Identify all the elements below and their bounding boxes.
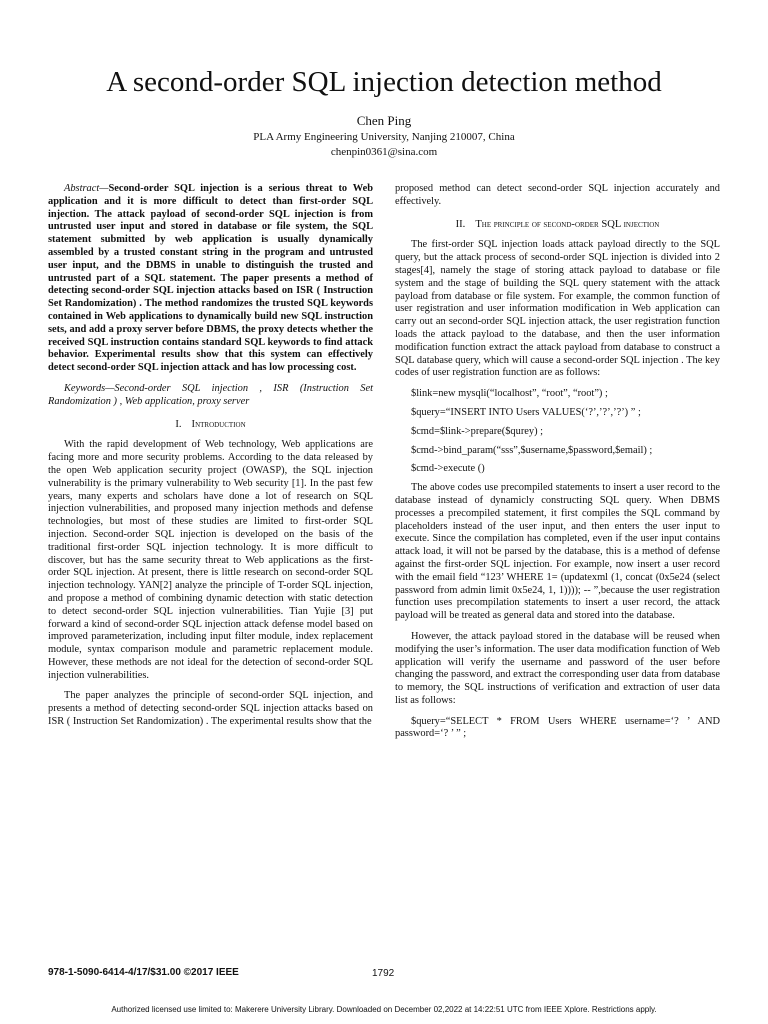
keywords: Keywords—Second-order SQL injection , ISR (Instruction Set Randomization ) , Web application, proxy server [48, 382, 373, 407]
abstract-lead: Abstract— [64, 183, 109, 194]
section-title: The principle of second-order SQL injection [475, 218, 660, 230]
section-number: II. [455, 218, 466, 230]
code-line: $query=“INSERT INTO Users VALUES(‘?’,’?’,’?’) ” ; [411, 406, 641, 418]
abstract-body: Second-order SQL injection is a serious threat to Web application and it is more difficult to detect than first-order SQL injection. The attack payload of second-order SQL injection is from untrusted user input and stored in database or file system, the SQL statement submitted by web application is usually dynamically assembled by a trusted constant string in the program and untrusted user input, and the DBMS in unable to distinguish the trusted and untrusted part of a SQL statement. The paper presents a method of detecting second-order SQL injection attacks based on ISR ( Instruction Set Randomization) . The method randomizes the trusted SQL keywords contained in Web applications to dynamically build new SQL instruction sets, and add a proxy server before DBMS, the proxy detects whether the received SQL instruction contains standard SQL keywords to find attack behavior. Experimental results show that this system can effectively detect second-order SQL injection attack and has low processing cost. [48, 183, 373, 374]
license-notice: Authorized licensed use limited to: Makerere University Library. Downloaded on December 02,2022 at 14:22:51 UTC from IEEE Xplore. Restrictions apply. [111, 1005, 657, 1014]
author-name: Chen Ping [356, 113, 412, 128]
section-heading-introduction [48, 419, 373, 432]
paper-title: A second-order SQL injection detection method [106, 66, 662, 98]
code-line: $cmd->execute () [411, 463, 485, 475]
author-email[interactable]: chenpin0361@sina.com [330, 146, 438, 158]
left-column [48, 183, 373, 737]
intro-paragraph-2: The paper analyzes the principle of second-order SQL injection, and presents a method of detecting second-order SQL injection attacks based on ISR ( Instruction Set Randomization) . The experimental results show that the [48, 690, 373, 728]
principle-paragraph-2: The above codes use precompiled statements to insert a user record to the database instead of dynamicly constructing SQL query. When DBMS processes a precompiled statement, it first compiles the SQL command by placeholders instead of the user input, and then enters the user input to execute. Since the compilation has completed, even if the user input contains attack load, it will not be parsed by the database, this is a method of defense against the first-order SQL injection. For example, now insert a user record with the email field “123’ WHERE 1= (updatexml (1, concat (0x5e24 (select password from admin limit 0x5e24, 1, 1)))); -- ”,because the user registration function uses precompilation statements to insert a user record, the attack payload will be treated as general data and stored into the database. [395, 482, 720, 622]
principle-paragraph-1: The first-order SQL injection loads attack payload directly to the SQL query, but the attack process of second-order SQL injection is divided into 2 stages[4], namely the stage of storing attack payload to database or file system and the stage of building the SQL query statement with the attack payload from database or file system. For example, the common function of user registration and user information modification in Web application can carry out an second-order SQL injection attack, the user registration function loads the attack payload to the database, and then the user information modification function extract the attack payload from database to construct a SQL database query, which will cause a second-order SQL injection . The key codes of user registration function are as follows: [395, 239, 720, 379]
abstract [48, 183, 373, 375]
author-affiliation: PLA Army Engineering University, Nanjing 210007, China [253, 131, 515, 143]
code-line: $cmd=$link->prepare($qurey) ; [411, 425, 544, 437]
code-line: $query=“SELECT * FROM Users WHERE username=‘? ’ AND password=‘? ’ ” ; [395, 715, 720, 740]
principle-paragraph-3: However, the attack payload stored in the database will be reused when modifying the user’s information. The user data modification function of Web application will verify the username and password of the user before changing the password, and extract the corresponding user data from database to memory, the SQL instructions of verification and extraction of user data list as follows: [395, 630, 720, 706]
footer-isbn: 978-1-5090-6414-4/17/$31.00 ©2017 IEEE [48, 967, 239, 978]
intro-paragraph-2-continued: proposed method can detect second-order SQL injection accurately and effectively. [395, 183, 720, 207]
page-number: 1792 [372, 968, 395, 979]
code-line: $cmd->bind_param(“sss”,$username,$password,$email) ; [411, 444, 653, 456]
right-column [395, 183, 720, 747]
section-number: I. [175, 418, 182, 430]
section-title: Introduction [191, 418, 246, 430]
intro-paragraph-1: With the rapid development of Web technology, Web applications are facing more and more security problems. According to the data released by the open Web application security project (OWASP), the SQL injection vulnerability is the primary vulnerability to Web security [1]. In the past few years, many experts and scholars have done a lot of research on SQL injection vulnerabilities, and proposed many injection methods and defense technologies, but most of these studies are limited to first-order SQL injection. Second-order SQL injection is developed on the basis of the traditional first-order SQL injection technology. It is more difficult to discover, but has the same security threat to Web applications as the first-order SQL injection. At present, there is little research on second-order SQL injection technology. YAN[2] analyze the principle of T-order SQL injection, and propose a method of combining dynamic detection with static detection to detect second-order SQL injection vulnerabilities. Tian Yujie [3] put forward a kind of second-order SQL injection attack defense model based on improved parameterization, including input filter module, index replacement module, syntax comparison module and parametric replacement module. However, these methods are not ideal for the detection of second-order SQL injection vulnerabilities. [48, 439, 373, 681]
section-heading-principle [395, 219, 720, 232]
code-line: $link=new mysqli(“localhost”, “root”, “root”) ; [411, 388, 608, 400]
